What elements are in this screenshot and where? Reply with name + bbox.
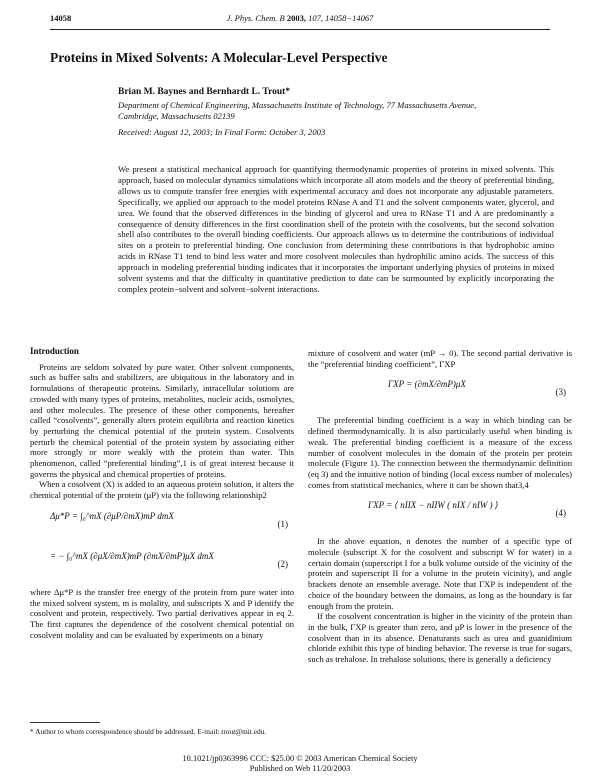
paragraph: Proteins are seldom solvated by pure water. Other solvent components, such as buffer salts and stabilizers, are ubiquitous in the laboratory and in formulations of therapeutic proteins. Similarly, intracellular solutions are crowded with many types of proteins, metabolites, nucleic acids, osmolytes, and other molecules. The presence of these other components, hereafter called “cosolvents”, generally alters protein equilibria and reaction kinetics by perturbing the chemical potential of the protein system. Cosolvents perturb the chemical potential of the protein system by associating either more strongly or more weakly with the protein than water. This phenomenon, called “preferential binding”,1 is of great interest because it governs the physical and chemical properties of proteins. <box>30 361 294 479</box>
equation-number: (1) <box>277 518 288 529</box>
right-column <box>308 348 572 665</box>
equation-body: ΓXP = (∂mX/∂mP)μX <box>388 379 466 390</box>
equation-body: = − ∫₀^mX (∂μX/∂mX)mP (∂mX/∂mP)μX dmX <box>50 550 214 561</box>
paragraph: In the above equation, n denotes the number of a specific type of molecule (subscript X for the cosolvent and subscript W for water) in a certain domain (superscript I for a bulk volume outside of the vicinity of the protein and superscript II for a volume in the protein vicinity), and angle brackets denote an ensemble average. Note that ΓXP is independent of the choice of the boundary between the domains, as long as the boundary is far enough from the protein. <box>308 536 572 611</box>
doi-line: 10.1021/jp0363996 CCC: $25.00 © 2003 American Chemical Society <box>182 754 418 763</box>
paragraph: mixture of cosolvent and water (mP → 0). The second partial derivative is the “preferential binding coefficient”, ΓXP <box>308 348 572 369</box>
equation-body: ΓXP = ⟨ nIIX − nIIW ( nIX / nIW ) ⟩ <box>368 500 499 511</box>
journal-citation: J. Phys. Chem. B 2003, 107, 14058−14067 <box>226 13 374 23</box>
paragraph: The preferential binding coefficient is a way in which binding can be defined thermodynamically. It is also particularly useful when binding is weak. The preferential binding coefficient is a measure of the excess number of cosolvent molecules in the domain of the protein per protein molecule (Figure 1). The connection between the thermodynamic definition (eq 3) and the intuitive notion of binding (local excess number of molecules) comes from statistical mechanics, where it can be shown that3,4 <box>308 415 572 490</box>
equation-number: (4) <box>555 508 566 519</box>
section-heading: Introduction <box>30 346 79 356</box>
equation-3 <box>308 375 572 409</box>
received-dates: Received: August 12, 2003; In Final Form: October 3, 2003 <box>118 127 326 137</box>
footnote-rule <box>30 722 100 723</box>
page-number: 14058 <box>50 13 72 23</box>
equation-1 <box>30 507 294 541</box>
header-rule <box>50 29 550 30</box>
equation-number: (2) <box>277 558 288 569</box>
author-list: Brian M. Baynes and Bernhardt L. Trout* <box>118 87 291 97</box>
published-line: Published on Web 11/20/2003 <box>249 763 351 773</box>
affiliation: Department of Chemical Engineering, Massachusetts Institute of Technology, 77 Massachusetts Avenue, Cambridge, Massachusetts 02139 <box>118 100 477 121</box>
running-header <box>50 13 550 27</box>
page-footer <box>0 754 600 773</box>
abstract: We present a statistical mechanical approach for quantifying thermodynamic properties of proteins in mixed solvents. This approach, based on molecular dynamics simulations which incorporate all atom models and the theory of preferential binding, allows us to compute transfer free energies with experimental accuracy and does not incorporate any adjustable parameters. Specifically, we applied our approach to the model proteins RNase A and T1 and the solvent components water, glycerol, and urea. We found that the observed differences in the binding of glycerol and urea to RNase T1 and A are predominantly a consequence of density differences in the first coordination shell of the protein with the cosolvents, but the second solvation shell also contributes to the overall binding coefficients. Our approach allows us to determine the contributions of individual sites on a protein to preferential binding. One conclusion from determining these contributions is that hydrophobic amino acids in RNase T1 tend to bind less water and more cosolvent molecules than hydrophilic amino acids. The success of this approach in modeling preferential binding indicates that it incorporates the important underlying physics of proteins in mixed solvent systems and that the difficulty in quantitative prediction to date can be surmounted by explicitly incorporating the complex protein−solvent and solvent−solvent interactions. <box>118 164 554 294</box>
footnote: * Author to whom correspondence should be addressed. E-mail: trout@mit.edu. <box>30 727 267 736</box>
equation-body: Δμ*P = ∫₀^mX (∂μP/∂mX)mP dmX <box>50 510 174 521</box>
paragraph: If the cosolvent concentration is higher in the vicinity of the protein than in the bulk, ΓXP is greater than zero, and μP is lower in the presence of the cosolvent than in its absence. Denaturants such as urea and guanidinium chloride exhibit this type of binding behavior. The reverse is true for sugars, such as trehalose. In trehalose solutions, there is generally a deficiency <box>308 611 572 665</box>
equation-4 <box>308 496 572 530</box>
paragraph: where Δμ*P is the transfer free energy of the protein from pure water into the mixed solvent system, m is molality, and subscripts X and P identify the cosolvent and protein, respectively. Two partial derivatives appear in eq 2. The first captures the dependence of the cosolvent chemical potential on cosolvent molality and can be evaluated by experiments on a binary <box>30 586 294 640</box>
paper-title: Proteins in Mixed Solvents: A Molecular-Level Perspective <box>50 50 388 65</box>
left-column <box>30 346 294 640</box>
paragraph: When a cosolvent (X) is added to an aqueous protein solution, it alters the chemical potential of the protein (μP) via the following relationship2 <box>30 479 294 501</box>
equation-number: (3) <box>555 387 566 398</box>
equation-2 <box>30 547 294 581</box>
